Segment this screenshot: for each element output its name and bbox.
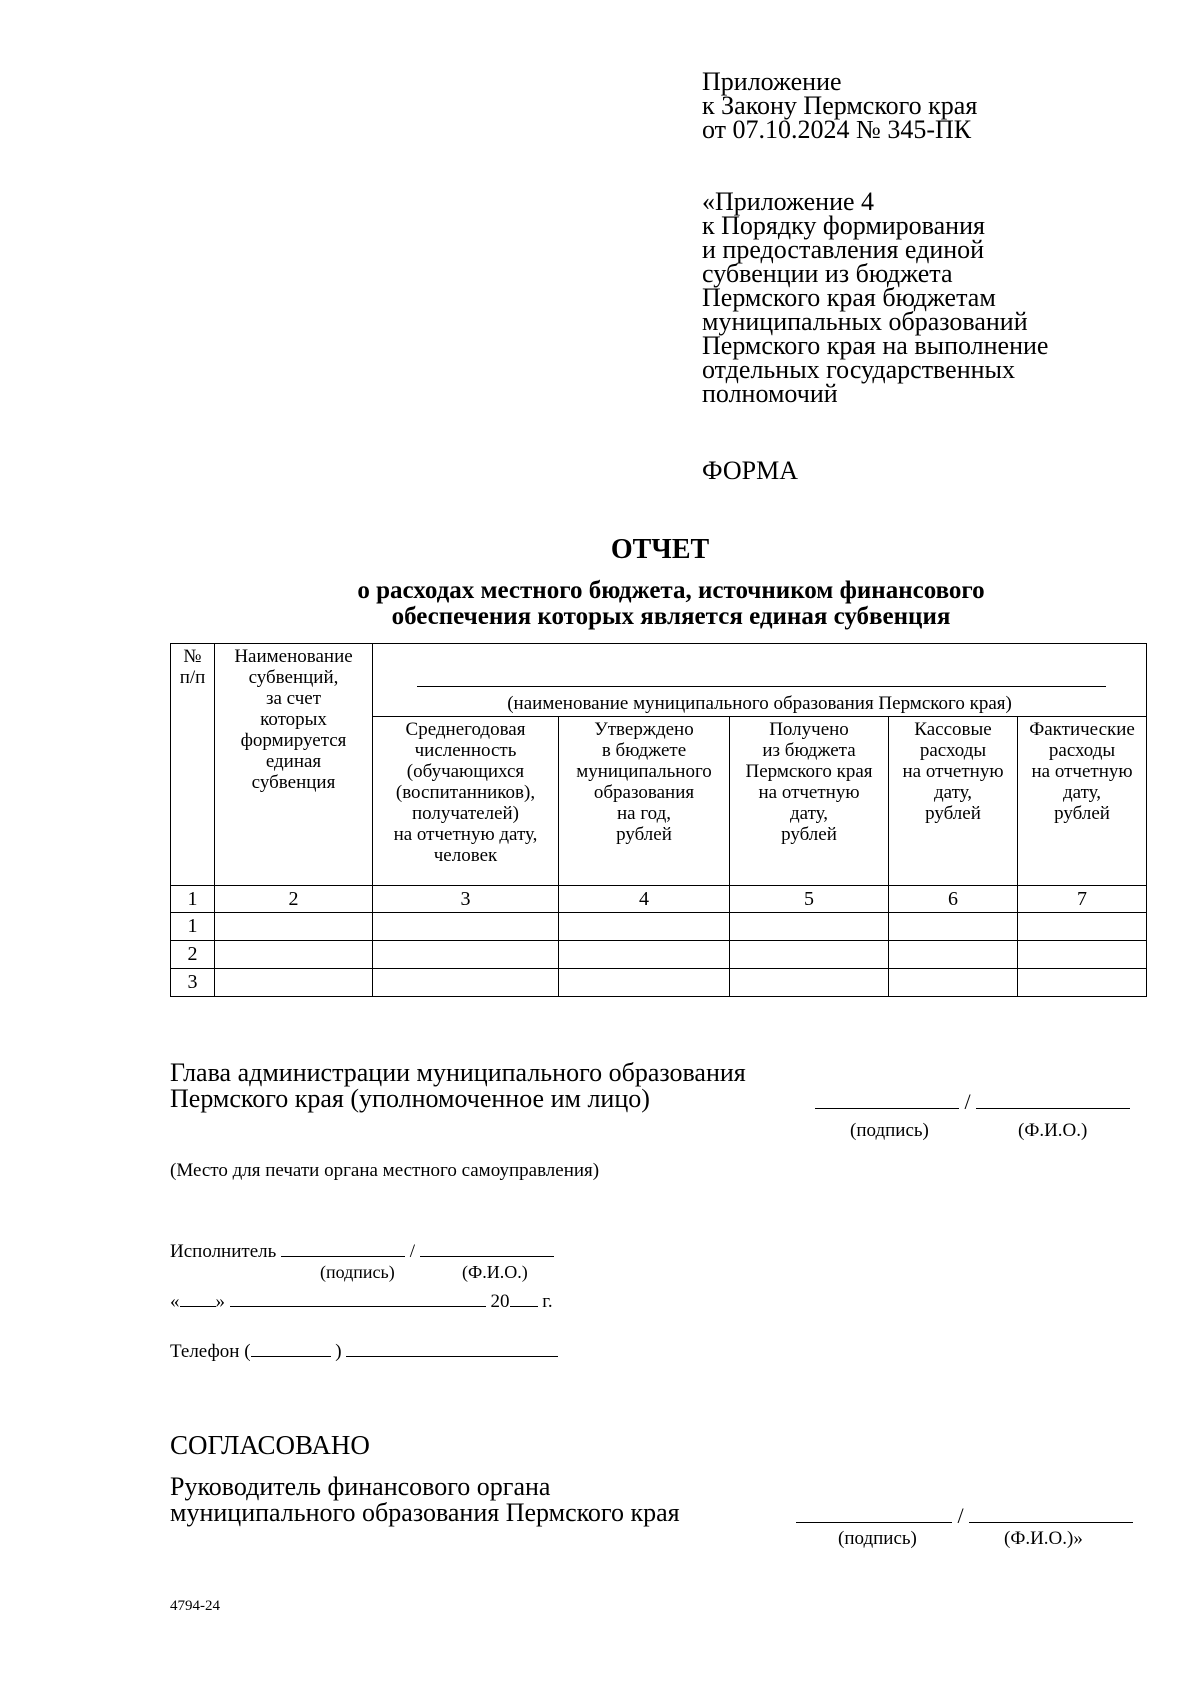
agreed-heading: СОГЛАСОВАНО <box>170 1430 370 1460</box>
finance-title-line: Руководитель финансового органа <box>170 1472 551 1501</box>
table-cell[interactable] <box>889 913 1018 941</box>
month-blank[interactable] <box>230 1284 486 1307</box>
header-text: рублей <box>616 824 672 845</box>
signature-blank[interactable] <box>796 1500 952 1523</box>
row-number: 2 <box>171 941 215 969</box>
header-text: субвенция <box>251 772 336 793</box>
table-cell[interactable] <box>730 941 889 969</box>
appendix-line: Приложение <box>702 67 842 96</box>
column-number: 7 <box>1018 886 1147 913</box>
head-title-line: Глава администрации муниципального образования <box>170 1058 746 1087</box>
table-cell[interactable] <box>1018 913 1147 941</box>
table-cell[interactable] <box>215 969 373 997</box>
header-cash-expenses-cell <box>889 717 1018 886</box>
header-number-cell <box>171 644 215 886</box>
table-cell[interactable] <box>730 969 889 997</box>
column-number: 5 <box>730 886 889 913</box>
header-municipality-cell <box>373 644 1147 717</box>
header-text: получателей) <box>411 803 520 824</box>
table-cell[interactable] <box>1018 969 1147 997</box>
header-text: рублей <box>1054 803 1110 824</box>
header-text: (обучающихся <box>406 761 525 782</box>
appendix4-header <box>702 187 1049 408</box>
report-table <box>170 643 1147 997</box>
header-text: единая <box>265 751 322 772</box>
appendix4-line: «Приложение 4 <box>702 187 875 216</box>
date-open-quote: « <box>170 1291 180 1312</box>
header-text: дату, <box>1063 782 1102 803</box>
name-blank[interactable] <box>969 1500 1133 1523</box>
table-row <box>171 913 1147 941</box>
table-cell[interactable] <box>215 913 373 941</box>
header-text: на отчетную <box>1031 761 1133 782</box>
column-number: 3 <box>373 886 559 913</box>
appendix4-line: полномочий <box>702 379 838 408</box>
executor-signature-blank[interactable] <box>281 1234 405 1257</box>
column-number-row <box>171 886 1147 913</box>
signature-caption: (подпись) <box>320 1262 395 1282</box>
phone-line <box>170 1334 558 1363</box>
header-text: п/п <box>179 667 206 688</box>
table-cell[interactable] <box>559 913 730 941</box>
head-signature-title <box>170 1060 746 1112</box>
header-text: рублей <box>781 824 837 845</box>
head-title-line: Пермского края (уполномоченное им лицо) <box>170 1084 650 1113</box>
executor-line <box>170 1234 554 1263</box>
table-cell[interactable] <box>373 941 559 969</box>
header-text: которых <box>260 709 327 730</box>
table-cell[interactable] <box>373 969 559 997</box>
header-text: расходы <box>1048 740 1116 761</box>
report-subtitle-line: о расходах местного бюджета, источником финансового <box>357 577 985 604</box>
phone-code-blank[interactable] <box>251 1334 331 1357</box>
table-cell[interactable] <box>215 941 373 969</box>
header-text: человек <box>433 845 498 866</box>
header-text: Утверждено <box>594 719 694 740</box>
name-blank[interactable] <box>976 1086 1130 1109</box>
date-close-quote: » <box>215 1291 225 1312</box>
table-cell[interactable] <box>889 941 1018 969</box>
day-blank[interactable] <box>180 1284 216 1307</box>
header-text: Кассовые <box>914 719 992 740</box>
table-cell[interactable] <box>559 969 730 997</box>
form-label: ФОРМА <box>702 456 798 485</box>
row-number: 3 <box>171 969 215 997</box>
table-cell[interactable] <box>1018 941 1147 969</box>
slash-separator: / <box>409 1241 416 1262</box>
municipality-caption: (наименование муниципального образования Пермского края) <box>507 693 1012 714</box>
phone-number-blank[interactable] <box>346 1334 558 1357</box>
column-number: 2 <box>215 886 373 913</box>
table-row <box>171 941 1147 969</box>
header-text: Среднегодовая <box>405 719 526 740</box>
slash-separator: / <box>957 1503 964 1528</box>
header-approved-cell <box>559 717 730 886</box>
header-text: на отчетную дату, <box>393 824 538 845</box>
table-row <box>171 969 1147 997</box>
document-number: 4794-24 <box>170 1598 220 1614</box>
phone-label: Телефон ( <box>170 1341 251 1362</box>
municipality-name-blank <box>417 656 1106 687</box>
header-text: дату, <box>933 782 972 803</box>
year-blank[interactable] <box>510 1284 538 1307</box>
seal-place: (Место для печати органа местного самоуправления) <box>170 1160 600 1181</box>
table-cell[interactable] <box>730 913 889 941</box>
header-text: формируется <box>240 730 347 751</box>
report-subtitle <box>170 578 1172 630</box>
header-text: на год, <box>616 803 672 824</box>
report-title: ОТЧЕТ <box>610 534 710 565</box>
header-text: в бюджете <box>601 740 687 761</box>
name-caption: (Ф.И.О.) <box>462 1262 528 1282</box>
year-prefix: 20 <box>490 1291 510 1312</box>
header-text: Фактические <box>1029 719 1135 740</box>
header-text: рублей <box>925 803 981 824</box>
signature-caption: (подпись) <box>850 1120 929 1141</box>
column-number: 4 <box>559 886 730 913</box>
appendix4-line: отдельных государственных <box>702 355 1016 384</box>
column-number: 1 <box>171 886 215 913</box>
appendix4-line: муниципальных образований <box>702 307 1028 336</box>
date-line <box>170 1284 553 1313</box>
phone-close-paren: ) <box>335 1341 342 1362</box>
appendix4-line: субвенции из бюджета <box>702 259 953 288</box>
header-text: расходы <box>919 740 987 761</box>
header-text: за счет <box>265 688 322 709</box>
appendix-line: к Закону Пермского края <box>702 91 978 120</box>
finance-head-title <box>170 1474 680 1526</box>
head-signature-line <box>815 1086 1130 1115</box>
header-text: на отчетную <box>902 761 1004 782</box>
name-caption: (Ф.И.О.)» <box>1004 1528 1083 1549</box>
header-text: дату, <box>789 803 828 824</box>
column-number: 6 <box>889 886 1018 913</box>
name-caption: (Ф.И.О.) <box>1018 1120 1088 1141</box>
header-text: (воспитанников), <box>395 782 536 803</box>
header-text: муниципального <box>576 761 712 782</box>
report-table-container <box>170 643 1146 997</box>
appendix4-line: Пермского края бюджетам <box>702 283 996 312</box>
table-header-row <box>171 644 1147 717</box>
header-actual-expenses-cell <box>1018 717 1147 886</box>
header-text: Получено <box>769 719 849 740</box>
header-text: численность <box>414 740 517 761</box>
table-cell[interactable] <box>559 941 730 969</box>
appendix-header <box>702 67 978 144</box>
finance-signature-line <box>796 1500 1133 1529</box>
slash-separator: / <box>964 1089 971 1114</box>
report-subtitle-line: обеспечения которых является единая субвенция <box>391 603 951 630</box>
executor-name-blank[interactable] <box>420 1234 554 1257</box>
header-received-cell <box>730 717 889 886</box>
appendix-line: от 07.10.2024 № 345-ПК <box>702 115 972 144</box>
appendix4-line: к Порядку формирования <box>702 211 985 240</box>
table-cell[interactable] <box>373 913 559 941</box>
signature-blank[interactable] <box>815 1086 959 1109</box>
finance-title-line: муниципального образования Пермского края <box>170 1498 680 1527</box>
year-suffix: г. <box>542 1291 553 1312</box>
header-text: из бюджета <box>762 740 856 761</box>
signature-caption: (подпись) <box>838 1528 917 1549</box>
appendix4-line: Пермского края на выполнение <box>702 331 1049 360</box>
header-text: образования <box>593 782 695 803</box>
header-subvention-name-cell <box>215 644 373 886</box>
table-cell[interactable] <box>889 969 1018 997</box>
header-text: Наименование <box>234 646 353 667</box>
header-text: № <box>183 646 202 667</box>
header-avg-count-cell <box>373 717 559 886</box>
executor-label: Исполнитель <box>170 1241 277 1262</box>
row-number: 1 <box>171 913 215 941</box>
header-text: Пермского края <box>745 761 873 782</box>
appendix4-line: и предоставления единой <box>702 235 985 264</box>
header-text: субвенций, <box>248 667 339 688</box>
header-text: на отчетную <box>758 782 860 803</box>
